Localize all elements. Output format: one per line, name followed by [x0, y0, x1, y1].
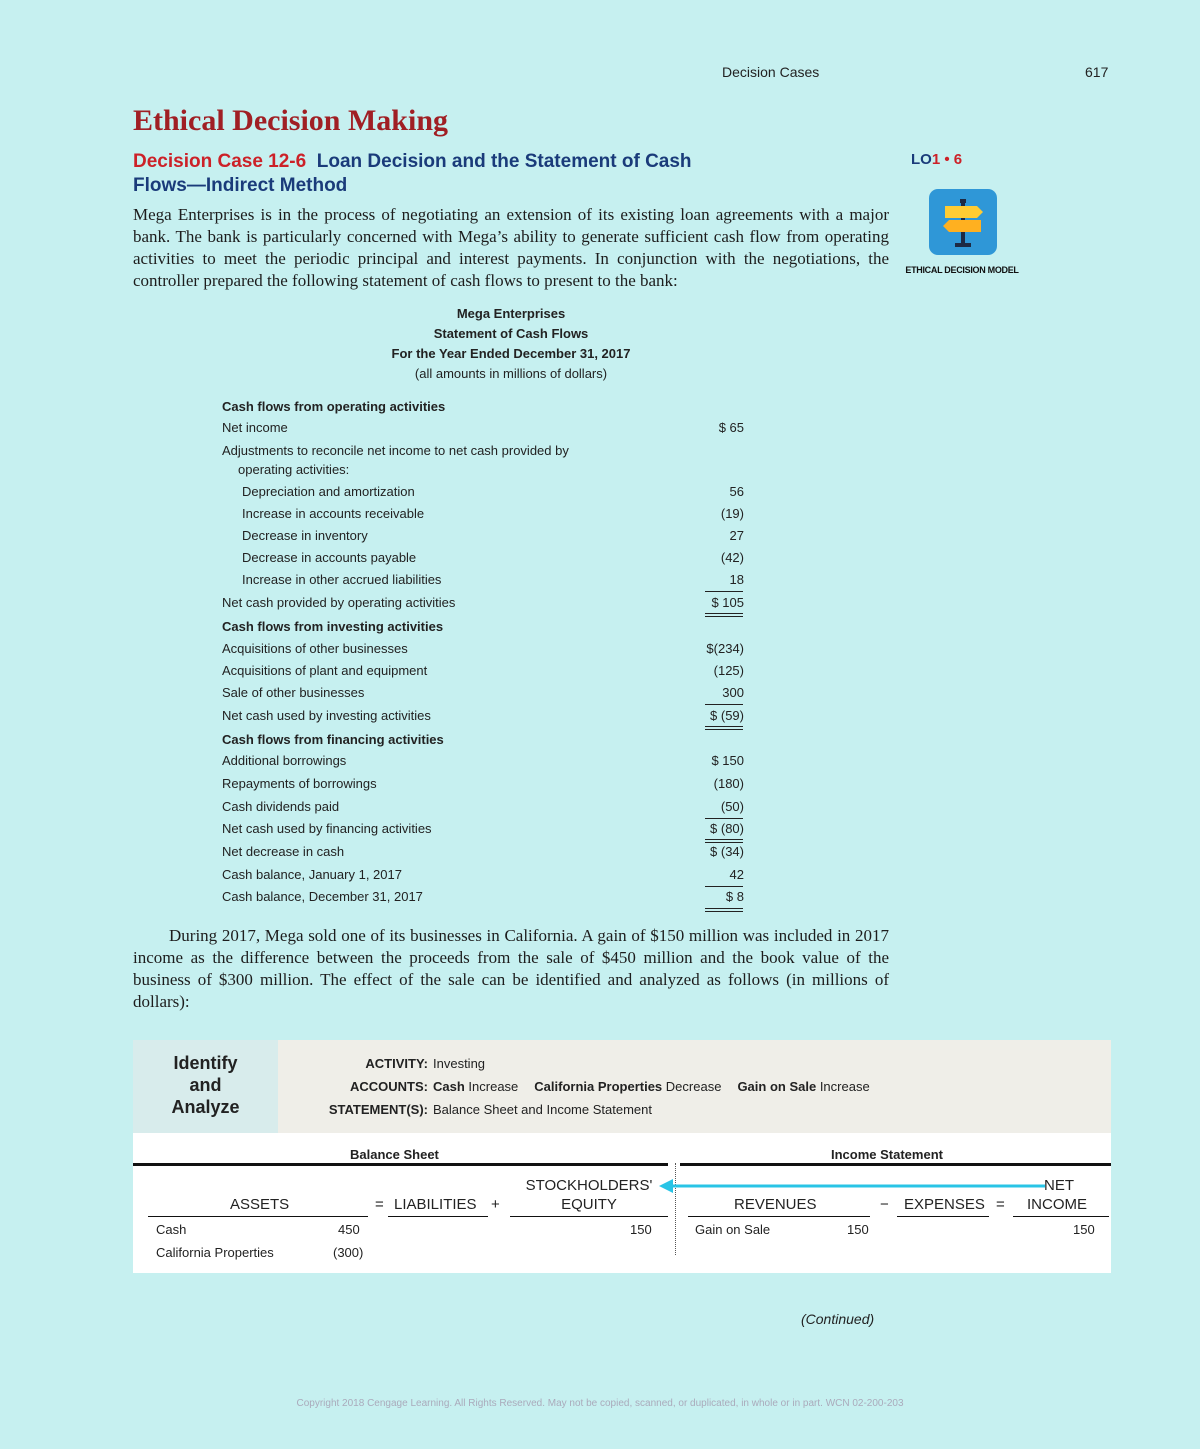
statement-heading [311, 304, 711, 384]
transfer-arrow [655, 1178, 1050, 1194]
row-value: $ 150 [711, 753, 744, 768]
account-name: California Properties [534, 1079, 663, 1094]
row-label: Net cash used by financing activities [222, 821, 432, 836]
accounts-key: ACCOUNTS: [350, 1079, 428, 1094]
assets-rule [148, 1216, 368, 1217]
row-value: (42) [720, 550, 744, 565]
row-label: Net cash provided by operating activities [222, 595, 456, 610]
table-row [222, 729, 752, 751]
activity-line [298, 1056, 1098, 1071]
table-row [222, 773, 752, 795]
equals-sign: = [996, 1196, 1005, 1213]
row-label: Sale of other businesses [222, 685, 365, 700]
income-statement-label: Income Statement [831, 1147, 943, 1162]
row-label: Decrease in accounts payable [242, 550, 417, 565]
statements-line [298, 1102, 1098, 1117]
table-row [222, 547, 752, 569]
assets-heading: ASSETS [230, 1196, 290, 1213]
identify-analyze-title [133, 1052, 278, 1118]
row-value: $ 65 [718, 420, 744, 435]
account-change: Increase [468, 1079, 519, 1094]
plus-sign: + [491, 1196, 500, 1213]
table-row [222, 660, 752, 682]
row-value: $ (80) [710, 821, 744, 836]
section-title: Ethical Decision Making [133, 104, 449, 137]
table-row [222, 481, 752, 503]
row-value: $ (59) [710, 708, 744, 723]
case-title [133, 150, 833, 198]
row-value: $ 8 [725, 889, 744, 904]
equity-value: 150 [630, 1222, 652, 1237]
row-value: 18 [729, 572, 744, 587]
expenses-heading: EXPENSES [904, 1196, 985, 1213]
row-value: $ (34) [710, 844, 744, 859]
case-title-line1: Loan Decision and the Statement of Cash [316, 151, 692, 172]
row-label: Cash balance, January 1, 2017 [222, 867, 402, 882]
row-value: (125) [713, 663, 744, 678]
equity-rule [510, 1216, 668, 1217]
account-change: Decrease [665, 1079, 722, 1094]
row-label: Cash dividends paid [222, 799, 340, 814]
asset-value: 450 [338, 1222, 360, 1237]
statement-period: For the Year Ended December 31, 2017 [391, 346, 631, 361]
continued-note: (Continued) [801, 1311, 875, 1327]
row-value: 42 [729, 867, 744, 882]
page-number: 617 [1085, 64, 1109, 80]
running-title: Decision Cases [722, 64, 820, 80]
equity-heading-line1: STOCKHOLDERS' [525, 1177, 653, 1194]
lo-numbers: 1 • 6 [931, 151, 963, 168]
row-label: Repayments of borrowings [222, 776, 377, 791]
row-value: $ 105 [711, 595, 744, 610]
expenses-rule [897, 1216, 989, 1217]
table-row [222, 818, 752, 840]
row-label: Acquisitions of plant and equipment [222, 663, 428, 678]
account-name: Cash [433, 1079, 465, 1094]
row-label: Decrease in inventory [242, 528, 368, 543]
lo-label: LO [911, 151, 932, 168]
signpost-icon [929, 189, 997, 255]
equity-heading-line2: EQUITY [561, 1196, 617, 1213]
row-value: 56 [729, 484, 744, 499]
table-row [222, 569, 752, 591]
liabilities-heading: LIABILITIES [394, 1196, 477, 1213]
row-label: Net decrease in cash [222, 844, 345, 859]
table-row [222, 396, 752, 418]
table-row [222, 750, 752, 772]
title-line: Identify [173, 1053, 238, 1073]
statement-title: Statement of Cash Flows [433, 326, 589, 341]
copyright-notice: Copyright 2018 Cengage Learning. All Rights Reserved. May not be copied, scanned, or duplicated, in whole or in part. WCN 02-200-203 [296, 1398, 904, 1409]
sale-paragraph: During 2017, Mega sold one of its businesses in California. A gain of $150 million was included in 2017 income as the difference between the proceeds from the sale of $450 million and the book value of the business of $300 million. The effect of the sale can be identified and analyzed as follows (in millions of dollars): [133, 926, 889, 1011]
asset-label: Cash [156, 1222, 187, 1237]
row-label: Cash flows from investing activities [222, 619, 444, 634]
equals-sign: = [375, 1196, 384, 1213]
row-value: (19) [720, 506, 744, 521]
account-change: Increase [819, 1079, 870, 1094]
liabilities-rule [388, 1216, 488, 1217]
case-title-line2: Flows—Indirect Method [133, 175, 348, 196]
table-row [222, 864, 752, 886]
accounts-line [298, 1079, 1098, 1094]
table-row [222, 841, 752, 863]
net-income-value: 150 [1073, 1222, 1095, 1237]
table-row [222, 705, 752, 727]
row-label: Net income [222, 420, 288, 435]
row-label: Net cash used by investing activities [222, 708, 431, 723]
revenue-label: Gain on Sale [695, 1222, 771, 1237]
row-label: Cash flows from operating activities [222, 399, 446, 414]
title-line: Analyze [171, 1097, 240, 1117]
row-value: (180) [713, 776, 744, 791]
table-row [222, 682, 752, 704]
row-value: $(234) [706, 641, 744, 656]
minus-sign: − [880, 1196, 889, 1213]
activity-key: ACTIVITY: [365, 1056, 428, 1071]
account-name: Gain on Sale [737, 1079, 817, 1094]
row-label: Cash balance, December 31, 2017 [222, 889, 423, 904]
balance-sheet-rule [133, 1163, 668, 1166]
row-value: 300 [722, 685, 744, 700]
row-value: (50) [720, 799, 744, 814]
row-label: Cash flows from financing activities [222, 732, 444, 747]
row-label: Acquisitions of other businesses [222, 641, 408, 656]
row-value: 27 [729, 528, 744, 543]
title-line: and [189, 1075, 222, 1095]
asset-label: California Properties [156, 1245, 274, 1260]
table-row [222, 638, 752, 660]
revenue-value: 150 [847, 1222, 869, 1237]
statements-key: STATEMENT(S): [328, 1102, 428, 1117]
case-number: Decision Case 12-6 [133, 151, 307, 172]
revenues-rule [688, 1216, 870, 1217]
row-label: Additional borrowings [222, 753, 347, 768]
double-underline [705, 908, 743, 912]
statements-value: Balance Sheet and Income Statement [433, 1102, 652, 1117]
row-label: Increase in accounts receivable [242, 506, 425, 521]
table-row [222, 616, 752, 638]
company-name: Mega Enterprises [456, 306, 566, 321]
intro-paragraph: Mega Enterprises is in the process of negotiating an extension of its existing loan agreements with a major bank. The bank is particularly concerned with Mega’s ability to generate sufficient cash flow from operating activities to meet the periodic principal and interest payments. In conjunction with the negotiations, the controller prepared the following statement of cash flows to present to the bank: [133, 205, 889, 290]
net-income-heading-line2: INCOME [1027, 1196, 1087, 1213]
table-row [222, 796, 752, 818]
table-row [222, 592, 752, 614]
table-row [222, 417, 752, 439]
activity-value: Investing [433, 1056, 486, 1071]
table-row [222, 459, 752, 481]
table-row [222, 886, 752, 908]
income-statement-rule [680, 1163, 1111, 1166]
table-row [222, 503, 752, 525]
row-label: Adjustments to reconcile net income to net cash provided by [222, 443, 569, 458]
row-label: Increase in other accrued liabilities [242, 572, 442, 587]
revenues-heading: REVENUES [734, 1196, 817, 1213]
learning-objectives [911, 151, 962, 168]
asset-value: (300) [333, 1245, 364, 1260]
statement-units: (all amounts in millions of dollars) [414, 366, 608, 381]
balance-sheet-label: Balance Sheet [350, 1147, 439, 1162]
row-label: Depreciation and amortization [242, 484, 415, 499]
net-income-rule [1013, 1216, 1109, 1217]
table-row [222, 525, 752, 547]
statement-divider [675, 1163, 676, 1255]
ethical-model-label: ETHICAL DECISION MODEL [905, 265, 1019, 275]
net-income-heading-line1: NET [1044, 1177, 1074, 1194]
row-label: operating activities: [238, 462, 350, 477]
